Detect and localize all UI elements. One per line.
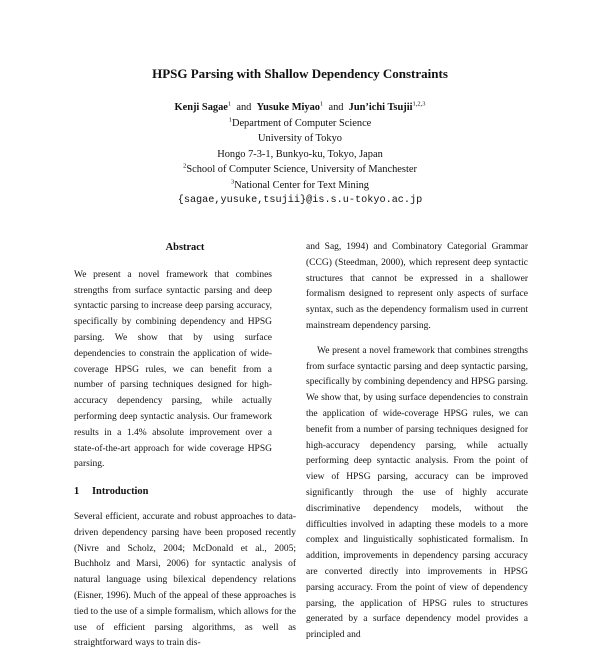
author-email: {sagae,yusuke,tsujii}@is.s.u-tokyo.ac.jp — [177, 195, 423, 206]
right-column — [306, 240, 528, 644]
author-name: Jun’ichi Tsujii — [348, 102, 413, 113]
affiliation-sup: 2 — [183, 162, 187, 170]
abstract-heading: Abstract — [165, 242, 205, 253]
author-sup: 1 — [320, 100, 324, 108]
affiliation-text: University of Tokyo — [258, 133, 342, 144]
affiliation-text: Hongo 7-3-1, Bunkyo-ku, Tokyo, Japan — [217, 148, 383, 160]
and-word: and — [328, 102, 344, 113]
affiliation-line — [0, 147, 600, 163]
affiliation-line — [0, 178, 600, 194]
author-line — [0, 100, 600, 116]
body-paragraph: We present a novel framework that combines strengths from surface syntactic parsing and deep syntactic parsing, specifically by combining dependency and HPSG parsing. We show that, by using surface dependencies to constrain the application of wide-coverage HPSG rules, we can benefit from a number of parsing techniques designed for high-accuracy dependency parsing, while actually performing deep syntactic analysis. From the point of view of HPSG parsing, accuracy can be improved significantly through the use of highly accurate discriminative dependency models, without the difficulties involved in adapting these models to a more complex and linguistically sophisticated formalism. In addition, improvements in dependency parsing accuracy are converted directly into improvements in HPSG parsing accuracy. From the point of view of dependency parsing, the application of HPSG rules to structures generated by a surface dependency model provides a principled and — [306, 345, 528, 641]
paper-title: HPSG Parsing with Shallow Dependency Constraints — [152, 66, 448, 81]
author-block — [0, 100, 600, 209]
affiliation-text: School of Computer Science, University of Manchester — [186, 164, 417, 175]
abstract-text: We present a novel framework that combines strengths from surface syntactic parsing and deep syntactic parsing to increase deep parsing accuracy, specifically by combining dependency and HPSG parsing. We show that by using surface dependencies to constrain the application of wide-coverage HPSG rules, we can benefit from a number of parsing techniques designed for high-accuracy dependency parsing, while actually performing deep syntactic analysis. Our framework results in a 1.4% absolute improvement over a state-of-the-art approach for wide coverage HPSG parsing. — [74, 269, 272, 470]
author-name: Kenji Sagae — [174, 102, 228, 113]
author-name: Yusuke Miyao — [256, 102, 320, 113]
and-word: and — [236, 102, 252, 113]
affiliation-line — [0, 162, 600, 178]
affiliation-text: National Center for Text Mining — [234, 179, 369, 191]
author-sup: 1,2,3 — [412, 100, 426, 108]
author-sup: 1 — [227, 100, 232, 108]
left-column — [74, 240, 296, 652]
intro-paragraph: Several efficient, accurate and robust approaches to data-driven dependency parsing have been proposed recently (Nivre and Scholz, 2004; McDonald et al., 2005; Buchholz and Marsi, 2006) for syntactic analysis of natural language using bilexical dependency relations (Eisner, 1996). Much of the appeal of these approaches is tied to the use of a simple formalism, which allows for the use of efficient parsing algorithms, as well as straightforward ways to train dis- — [74, 511, 296, 649]
affiliation-line — [0, 131, 600, 147]
section-number: 1 — [74, 486, 80, 498]
section-heading — [74, 484, 296, 500]
affiliation-sup: 1 — [228, 116, 232, 124]
affiliation-text: Department of Computer Science — [231, 117, 372, 129]
section-title: Introduction — [92, 486, 149, 498]
affiliation-sup: 3 — [231, 178, 235, 186]
affiliation-line — [0, 116, 600, 132]
body-paragraph: and Sag, 1994) and Combinatory Categorial Grammar (CCG) (Steedman, 2000), which represent deep syntactic structures that cannot be expressed in a shallower formalism designed to represent only aspects of surface syntax, such as the dependency formalism used in current mainstream dependency parsing. — [306, 242, 528, 331]
